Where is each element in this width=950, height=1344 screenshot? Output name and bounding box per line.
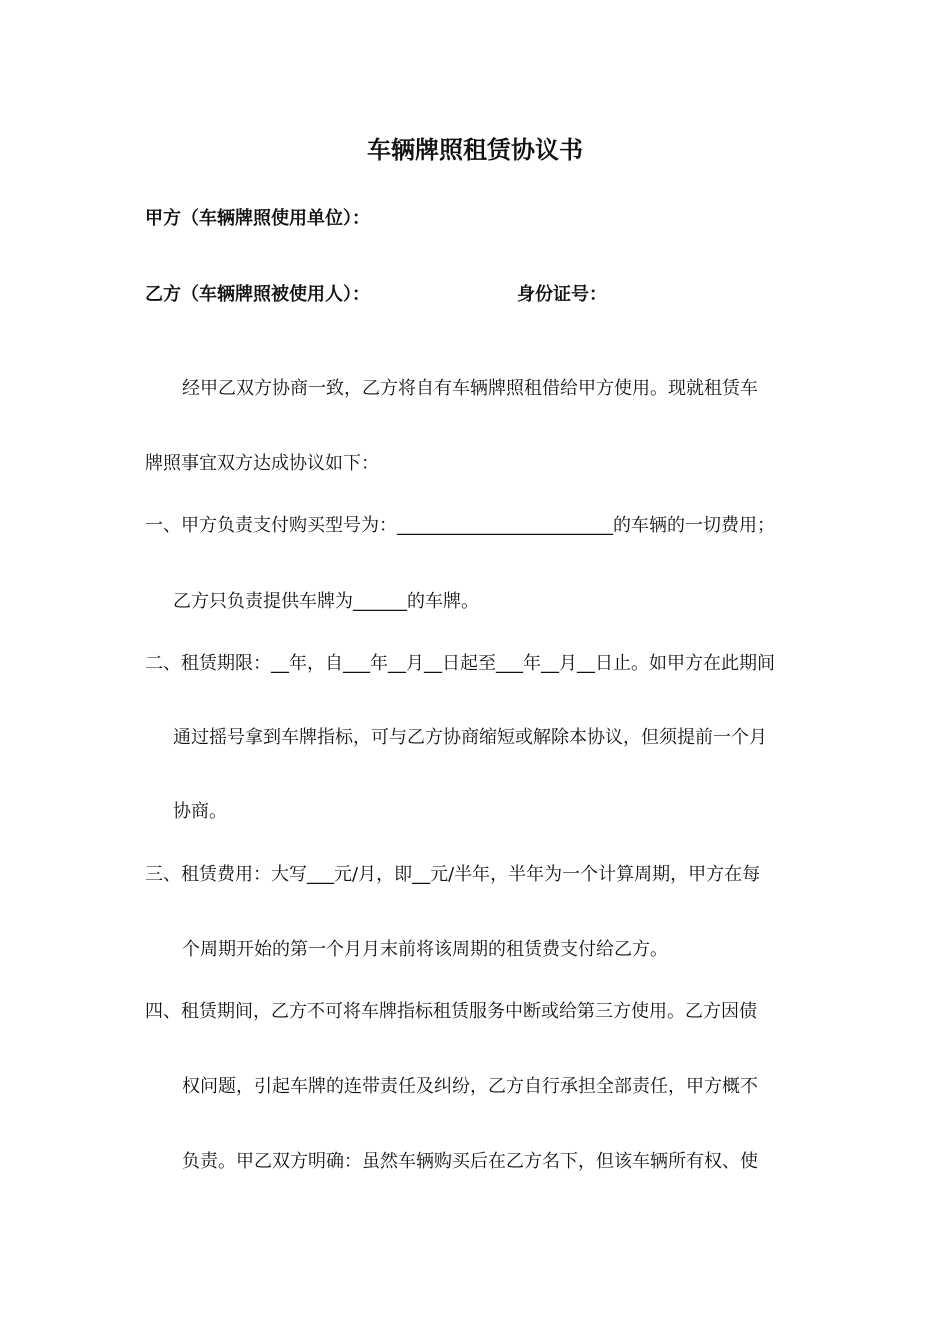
clause-2-line-3: 协商。 — [173, 801, 227, 822]
clause-2-line-2: 通过摇号拿到车牌指标，可与乙方协商缩短或解除本协议，但须提前一个月 — [173, 727, 767, 748]
clause-4-line-1: 四、租赁期间，乙方不可将车牌指标租赁服务中断或给第三方使用。乙方因债 — [145, 1001, 757, 1022]
clause-3-line-1: 三、租赁费用：大写___元/月，即__元/半年，半年为一个计算周期，甲方在每 — [145, 864, 761, 885]
clause-4-line-2: 权问题，引起车牌的连带责任及纠纷，乙方自行承担全部责任，甲方概不 — [182, 1076, 758, 1097]
party-a-label: 甲方（车辆牌照使用单位）： — [145, 208, 370, 229]
clause-1-line-2: 乙方只负责提供车牌为______的车牌。 — [173, 591, 479, 612]
clause-4-line-3: 负责。甲乙双方明确：虽然车辆购买后在乙方名下，但该车辆所有权、使 — [182, 1151, 758, 1172]
clause-1-line-1: 一、甲方负责支付购买型号为：________________________的车辆的一切费用； — [145, 515, 775, 536]
intro-line-1: 经甲乙双方协商一致，乙方将自有车辆牌照租借给甲方使用。现就租赁车 — [182, 378, 758, 399]
id-number-label: 身份证号： — [517, 284, 607, 305]
party-b-label: 乙方（车辆牌照被使用人）： — [145, 284, 370, 305]
document-title: 车辆牌照租赁协议书 — [367, 136, 583, 164]
clause-3-line-2: 个周期开始的第一个月月末前将该周期的租赁费支付给乙方。 — [182, 939, 668, 960]
intro-line-2: 牌照事宜双方达成协议如下： — [145, 453, 379, 474]
clause-2-line-1: 二、租赁期限：__年，自___年__月__日起至___年__月__日止。如甲方在此期间 — [145, 653, 775, 674]
